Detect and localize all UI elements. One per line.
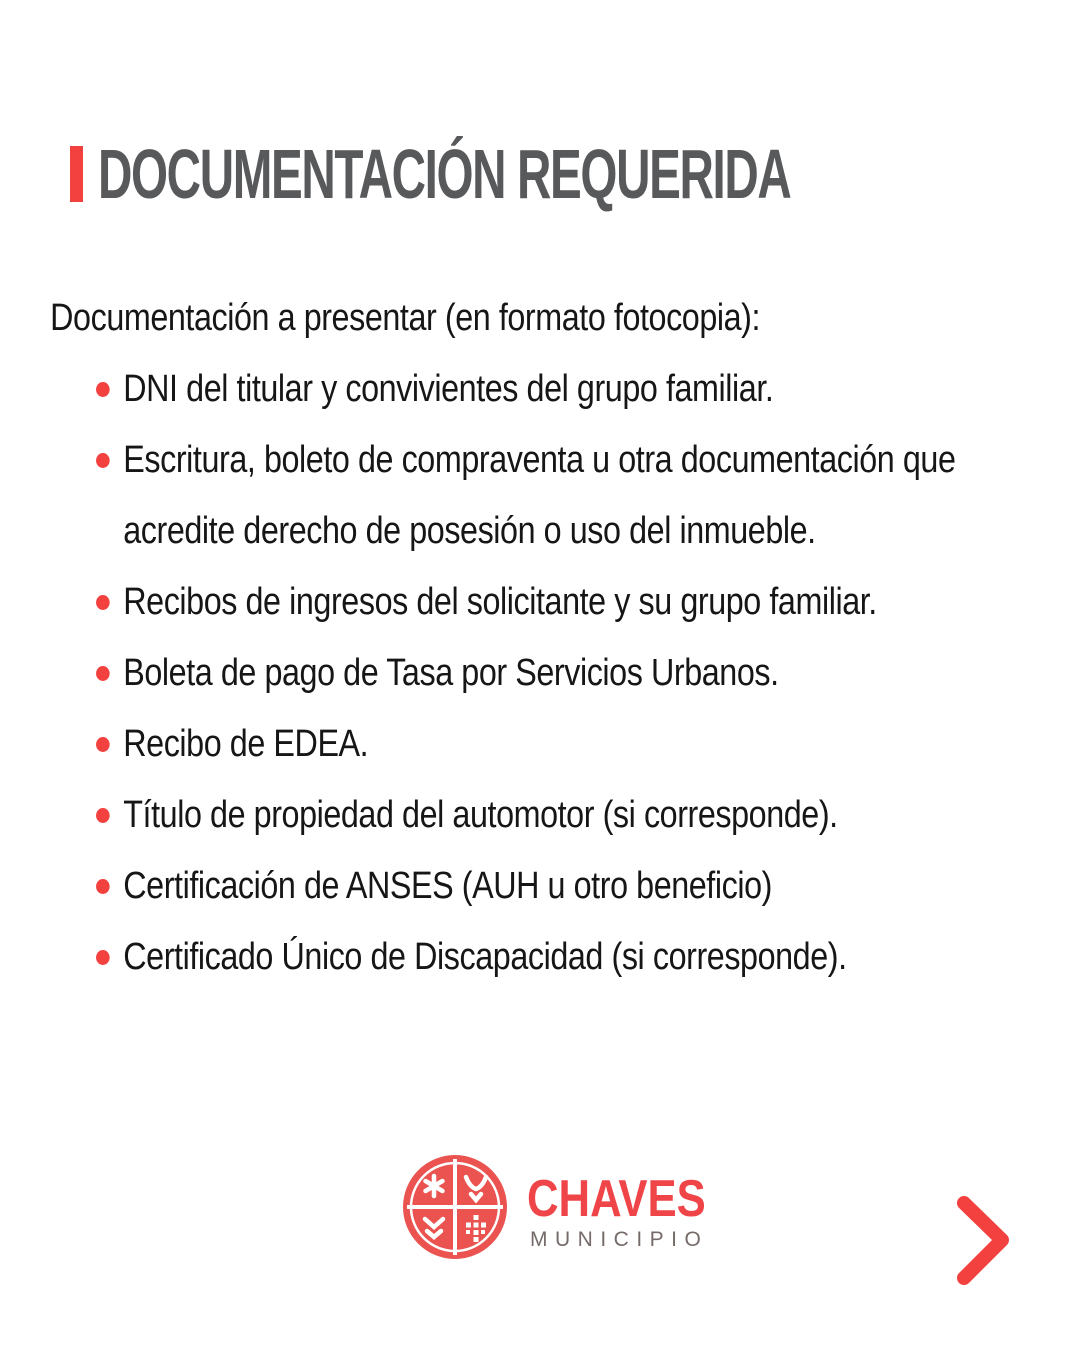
list-item — [123, 567, 1058, 638]
bullet-icon — [96, 879, 110, 894]
list-item — [123, 638, 1058, 709]
page-title: DOCUMENTACIÓN REQUERIDA — [98, 135, 791, 213]
footer-logo — [403, 1155, 740, 1259]
list-item-text: Certificación de ANSES (AUH u otro beneficio) — [123, 865, 772, 907]
list-item — [123, 851, 1058, 922]
logo-text — [527, 1163, 740, 1252]
page-title-row — [70, 135, 1080, 213]
bullet-icon — [96, 382, 110, 397]
bullet-icon — [96, 808, 110, 823]
list-item — [123, 354, 1058, 425]
logo-name: CHAVES — [527, 1169, 706, 1228]
list-item-text: Recibos de ingresos del solicitante y su grupo familiar. — [123, 581, 877, 623]
bullet-icon — [96, 737, 110, 752]
list-item-text: Boleta de pago de Tasa por Servicios Urbanos. — [123, 652, 779, 694]
next-arrow-icon[interactable] — [950, 1193, 1020, 1291]
bullet-icon — [96, 950, 110, 965]
list-item-text: Recibo de EDEA. — [123, 723, 369, 765]
list-item — [123, 922, 1058, 993]
list-item-text: Título de propiedad del automotor (si corresponde). — [123, 794, 838, 836]
list-item — [123, 780, 1058, 851]
list-item — [123, 709, 1058, 780]
title-accent-bar — [70, 146, 83, 202]
intro-text: Documentación a presentar (en formato fotocopia): — [50, 297, 761, 339]
chaves-emblem-icon — [403, 1155, 507, 1259]
list-item — [123, 425, 1058, 567]
logo-subtitle: MUNICIPIO — [530, 1227, 709, 1251]
list-item-text: DNI del titular y convivientes del grupo familiar. — [123, 368, 774, 410]
bullet-icon — [96, 666, 110, 681]
document-list — [0, 354, 1058, 993]
content — [0, 283, 1080, 993]
bullet-icon — [96, 595, 110, 610]
list-item-text: Escritura, boleto de compraventa u otra documentación que acredite derecho de posesión o uso del inmueble. — [123, 439, 956, 552]
list-item-text: Certificado Único de Discapacidad (si corresponde). — [123, 936, 847, 978]
bullet-icon — [96, 453, 110, 468]
